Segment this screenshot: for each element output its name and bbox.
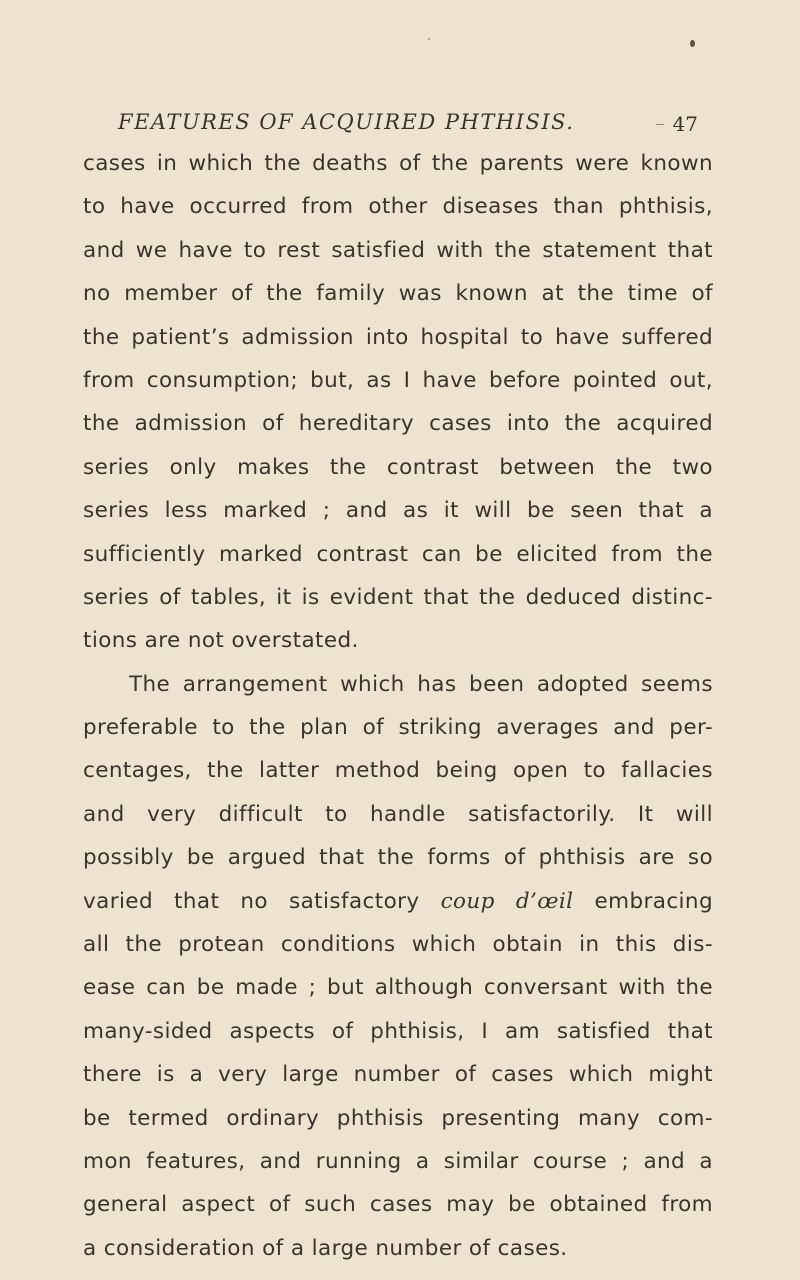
text-segment: varied that no satisfactory bbox=[83, 888, 420, 914]
text-line: there is a very large number of cases which might bbox=[83, 1062, 713, 1088]
text-line: from consumption; but, as I have before pointed out, bbox=[83, 367, 713, 393]
text-line: possibly be argued that the forms of phthisis are so bbox=[83, 845, 713, 871]
text-line-with-italic bbox=[83, 880, 713, 923]
running-head-mark bbox=[656, 124, 664, 125]
text-line: be termed ordinary phthisis presenting many com- bbox=[83, 1105, 713, 1131]
text-line: series only makes the contrast between the two bbox=[83, 454, 713, 480]
text-line: preferable to the plan of striking averages and per- bbox=[83, 715, 713, 741]
text-line: and very difficult to handle satisfactorily. It will bbox=[83, 801, 713, 827]
text-line-paragraph-end: tions are not overstated. bbox=[83, 628, 359, 654]
text-line: the admission of hereditary cases into the acquired bbox=[83, 411, 713, 437]
text-line: series less marked ; and as it will be seen that a bbox=[83, 498, 713, 524]
text-line: mon features, and running a similar course ; and a bbox=[83, 1148, 713, 1174]
text-line: and we have to rest satisfied with the statement that bbox=[83, 237, 713, 263]
text-segment: embracing bbox=[594, 888, 713, 914]
text-line: the patient’s admission into hospital to have suffered bbox=[83, 324, 713, 350]
text-line: centages, the latter method being open to fallacies bbox=[83, 758, 713, 784]
text-line-paragraph-end: a consideration of a large number of cases. bbox=[83, 1235, 568, 1261]
running-head bbox=[118, 110, 698, 146]
body-text bbox=[83, 142, 713, 1270]
text-line: many-sided aspects of phthisis, I am satisfied that bbox=[83, 1018, 713, 1044]
text-line: cases in which the deaths of the parents were known bbox=[83, 151, 713, 176]
running-head-title: FEATURES OF ACQUIRED PHTHISIS. bbox=[118, 110, 575, 134]
ink-speck bbox=[690, 40, 695, 47]
text-line: general aspect of such cases may be obtained from bbox=[83, 1192, 713, 1218]
text-line: sufficiently marked contrast can be elicited from the bbox=[83, 541, 713, 567]
text-line: all the protean conditions which obtain in this dis- bbox=[83, 932, 713, 958]
page-number: 47 bbox=[672, 112, 698, 136]
text-line: to have occurred from other diseases than phthisis, bbox=[83, 194, 713, 220]
text-line: ease can be made ; but although conversant with the bbox=[83, 975, 713, 1001]
ink-speck bbox=[428, 38, 430, 40]
text-line: series of tables, it is evident that the deduced distinc- bbox=[83, 584, 713, 610]
text-line: no member of the family was known at the time of bbox=[83, 281, 713, 307]
italic-phrase: coup d’œil bbox=[440, 888, 574, 914]
text-line-paragraph-start: The arrangement which has been adopted seems bbox=[129, 671, 713, 697]
